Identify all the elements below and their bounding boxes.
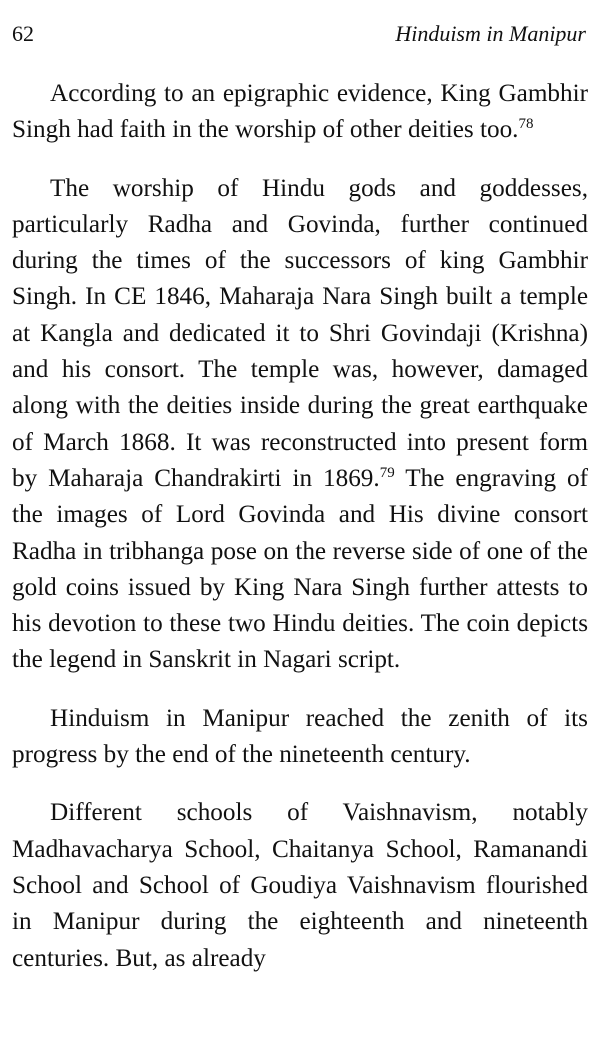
paragraph-text: Different schools of Vaishnavism, notably Madhavacharya School, Chaitanya School, Ramanandi School and School of Goudiya Vaishnavism flourished in Manipur during the eighteenth and nineteenth centuries. But, as already (12, 799, 588, 972)
paragraph-2 (12, 171, 588, 679)
footnote-marker-79: 79 (379, 464, 395, 481)
paragraph-text: Hinduism in Manipur reached the zenith of its progress by the end of the nineteenth century. (12, 704, 588, 769)
paragraph-text: The worship of Hindu gods and goddesses, particularly Radha and Govinda, further continued during the times of the successors of king Gambhir Singh. In CE 1846, Maharaja Nara Singh built a temple at Kangla and dedicated it to Shri Govindaji (Krishna) and his consort. The temple was, however, damaged along with the deities inside during the great earthquake of March 1868. It was reconstructed into present form by Maharaja Chandrakirti in 1869. (12, 174, 588, 492)
footnote-marker-78: 78 (518, 116, 534, 133)
paragraph-text: According to an epigraphic evidence, King Gambhir Singh had faith in the worship of other deities too. (12, 80, 588, 144)
running-head (12, 18, 586, 50)
page-number: 62 (12, 21, 34, 46)
paragraph-3 (12, 701, 588, 774)
paragraph-1 (12, 76, 588, 149)
body-text (12, 76, 588, 977)
paragraph-text-continued: The engraving of the images of Lord Govinda and His divine consort Radha in tribhanga pose on the reverse side of one of the gold coins issued by King Nara Singh further attests to his devotion to these two Hindu deities. The coin depicts the legend in Sanskrit in Nagari script. (12, 464, 588, 674)
paragraph-4 (12, 795, 588, 976)
running-title: Hinduism in Manipur (395, 21, 586, 46)
